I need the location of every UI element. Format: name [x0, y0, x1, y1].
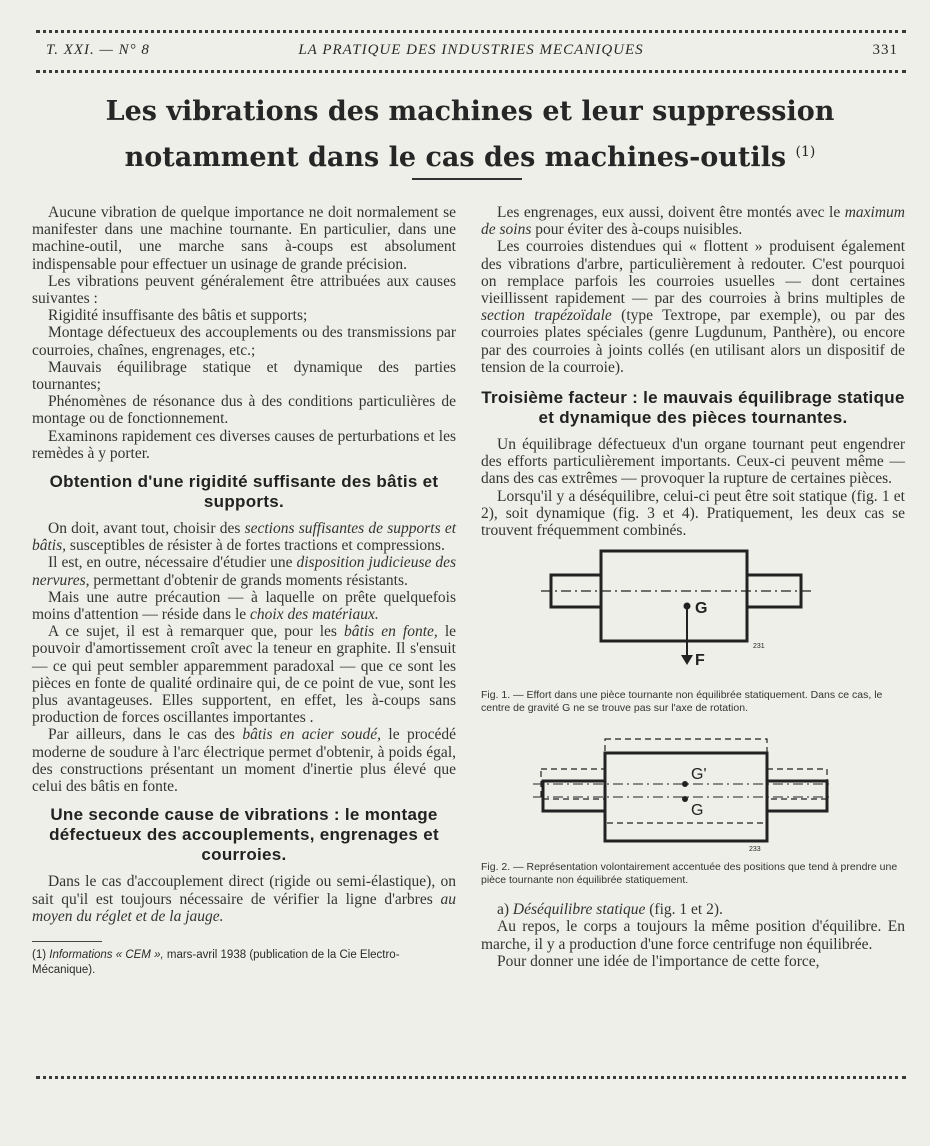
list-item: Phénomènes de résonance dus à des conditions particulières de montage ou de fonctionnement. — [32, 393, 456, 428]
paragraph: Un équilibrage défectueux d'un organe tournant peut engendrer des efforts particulièrement importants. Ceux-ci peuvent même — dans des cas extrêmes — provoquer la rupture de certaines pièces. — [481, 436, 905, 488]
volume-number: T. XXI. — N° 8 — [46, 42, 150, 58]
title-rule — [412, 178, 522, 180]
right-column — [481, 204, 905, 970]
paragraph: Les engrenages, eux aussi, doivent être montés avec le maximum de soins pour éviter des à-coups nuisibles. — [481, 204, 906, 239]
list-item: Montage défectueux des accouplements ou des transmissions par courroies, chaînes, engrenages, etc.; — [32, 324, 456, 359]
page-number: 331 — [872, 42, 898, 58]
figure-1-label-g: G — [695, 600, 708, 618]
figure-1-diagram — [481, 549, 905, 689]
paragraph: Les vibrations peuvent généralement être attribuées aux causes suivantes : — [32, 272, 456, 308]
paragraph: Au repos, le corps a toujours la même position d'équilibre. En marche, il y a production d'une force centrifuge non équilibrée. — [481, 918, 905, 953]
paragraph: Lorsqu'il y a déséquilibre, celui-ci peut être soit statique (fig. 1 et 2), soit dynamique (fig. 3 et 4). Pratiquement, les deux cas se trouvent fréquemment combinés. — [481, 487, 905, 540]
paragraph: Examinons rapidement ces diverses causes de perturbations et les remèdes à y porter. — [32, 427, 456, 462]
figure-2-label-g: G — [691, 802, 704, 820]
paragraph: A ce sujet, il est à remarquer que, pour les bâtis en fonte, le pouvoir d'amortissement croît avec la teneur en graphite. Il s'ensuit — ce qui peut sembler apparemment paradoxal — que ce sont les pièces en fonte de qualité ordinaire qui, de ce point de vue, sont les plus avantageuses. Elles supportent, en effet, les à-coups sans production de forces oscillantes importantes . — [32, 623, 457, 727]
section-heading-mounting: Une seconde cause de vibrations : le montage défectueux des accouplements, engrenages et courroies. — [49, 805, 439, 865]
title-line-2 — [40, 132, 900, 178]
figure-2 — [481, 729, 905, 861]
figure-2-caption: Fig. 2. — Représentation volontairement accentuée des positions que tend à prendre une pièce tournante non équilibrée statiquement. — [481, 861, 898, 887]
paragraph: a) Déséquilibre statique (fig. 1 et 2). — [497, 901, 723, 919]
header-top-rule — [36, 30, 906, 33]
paragraph: Il est, en outre, nécessaire d'étudier une disposition judicieuse des nervures, permettant d'obtenir de grands moments résistants. — [32, 554, 457, 589]
figure-2-diagram — [481, 729, 905, 861]
footnote: (1) Informations « CEM », mars-avril 1938 (publication de la Cie Electro-Mécanique). — [32, 948, 400, 976]
figure-1-number: 231 — [753, 643, 765, 651]
journal-title: LA PRATIQUE DES INDUSTRIES MECANIQUES — [298, 42, 644, 58]
paragraph: On doit, avant tout, choisir des sections suffisantes de supports et bâtis, susceptibles de résister à de fortes tractions et compressions. — [32, 520, 457, 555]
paragraph: Pour donner une idée de l'importance de cette force, — [497, 952, 820, 970]
footnote-rule — [32, 941, 102, 942]
list-item: Mauvais équilibrage statique et dynamique des parties tournantes; — [32, 358, 456, 394]
figure-1-label-f: F — [695, 652, 705, 670]
footer-rule — [36, 1076, 906, 1079]
paragraph: Mais une autre précaution — à laquelle on prête quelquefois moins d'attention — réside dans le choix des matériaux. — [32, 588, 456, 624]
article-title — [40, 92, 900, 178]
figure-2-label-g-prime: G' — [691, 766, 707, 784]
list-item: Rigidité insuffisante des bâtis et supports; — [48, 307, 308, 325]
paragraph: Les courroies distendues qui « flottent » produisent également des vibrations d'arbre, particulièrement à redouter. C'est pourquoi on remplace parfois les courroies usuelles — dont certaines vieillissent rapidement — par des courroies à brins multiples de section trapézoïdale (type Textrope, par exemple), ou par des courroies plates spéciales (genre Lugdunum, Panthère), ou encore par des courroies à joints collés (en utilisant alors un dispositif de tension de la courroie). — [481, 238, 905, 376]
paragraph: Par ailleurs, dans le cas des bâtis en acier soudé, le procédé moderne de soudure à l'arc électrique permet d'obtenir, à poids égal, des constructions présentant un moment d'inertie plus élevé que celui des bâtis en fonte. — [32, 726, 456, 796]
section-heading-balancing: Troisième facteur : le mauvais équilibrage statique et dynamique des pièces tournantes. — [481, 388, 905, 428]
paragraph: Aucune vibration de quelque importance ne doit normalement se manifester dans une machine tournante. En particulier, dans une machine-outil, une marche sans à-coups est absolument indispensable pour effectuer un usinage de grande précision. — [32, 204, 456, 273]
figure-2-number: 233 — [749, 846, 761, 854]
header-bottom-rule — [36, 70, 906, 73]
title-line-1: Les vibrations des machines et leur suppression — [105, 96, 835, 127]
figure-1-caption: Fig. 1. — Effort dans une pièce tournante non équilibrée statiquement. Dans ce cas, le centre de gravité G ne se trouve pas sur l'axe de rotation. — [481, 689, 883, 715]
title-footnote-ref: (1) — [795, 144, 816, 160]
section-heading-rigidity: Obtention d'une rigidité suffisante des bâtis et supports. — [49, 472, 439, 512]
running-header — [36, 42, 906, 64]
paragraph: Dans le cas d'accouplement direct (rigide ou semi-élastique), on sait qu'il est toujours nécessaire de vérifier la ligne d'arbres au moyen du réglet et de la jauge. — [32, 873, 457, 925]
figure-1 — [481, 549, 905, 689]
left-column — [32, 204, 456, 978]
title-line-2-text: notamment dans le cas des machines-outils — [124, 142, 787, 173]
